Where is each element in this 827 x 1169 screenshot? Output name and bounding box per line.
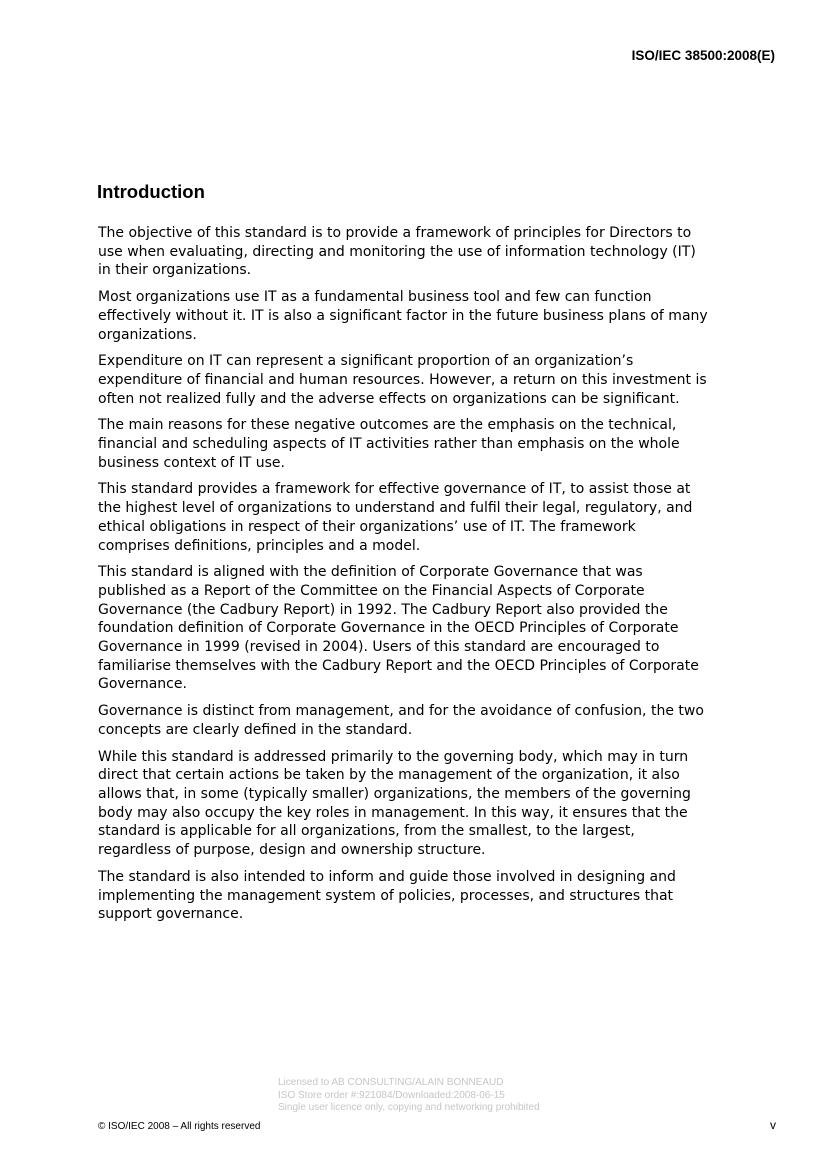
paragraph-business-tool: Most organizations use IT as a fundamental business tool and few can function effectively without it. IT is also a significant factor in the future business plans of many organizations. [98, 289, 708, 343]
paragraph-corporate-governance: This standard is aligned with the definition of Corporate Governance that was published as a Report of the Committee on the Financial Aspects of Corporate Governance (the Cadbury Report) in 1992. The Cadbury Report also provided the foundation definition of Corporate Governance in the OECD Principles of Corporate Governance in 1999 (revised in 2004). Users of this standard are encouraged to familiarise themselves with the Cadbury Report and the OECD Principles of Corporate Governance. [98, 564, 699, 693]
paragraph-framework: This standard provides a framework for effective governance of IT, to assist those at the highest level of organizations to understand and fulfil their legal, regulatory, and ethical obligations in respect of their organizations’ use of IT. The framework comprises definitions, principles and a model. [98, 481, 693, 554]
watermark-licence-terms: Single user licence only, copying and networking prohibited [278, 1102, 540, 1113]
paragraph-expenditure: Expenditure on IT can represent a significant proportion of an organization’s expenditure of financial and human resources. However, a return on this investment is often not realized fully and the adverse effects on organizations can be significant. [98, 353, 707, 407]
page-number: v [770, 1118, 776, 1132]
paragraph-negative-outcomes: The main reasons for these negative outcomes are the emphasis on the technical, financial and scheduling aspects of IT activities rather than emphasis on the whole business context of IT use. [98, 417, 680, 471]
watermark-licensee: Licensed to AB CONSULTING/ALAIN BONNEAUD [278, 1077, 504, 1088]
paragraph-objective: The objective of this standard is to provide a framework of principles for Directors to use when evaluating, directing and monitoring the use of information technology (IT) in their organizations. [98, 225, 696, 279]
introduction-body [98, 224, 708, 932]
section-title: Introduction [97, 181, 205, 202]
paragraph-governance-vs-management: Governance is distinct from management, and for the avoidance of confusion, the two concepts are clearly defined in the standard. [98, 703, 704, 738]
watermark-order: ISO Store order #:921084/Downloaded:2008-06-15 [278, 1089, 505, 1101]
paragraph-management-system: The standard is also intended to inform and guide those involved in designing and implementing the management system of policies, processes, and structures that support governance. [98, 868, 676, 923]
licence-watermark [278, 1077, 540, 1115]
document-code-header: ISO/IEC 38500:2008(E) [631, 48, 775, 63]
footer-copyright: © ISO/IEC 2008 – All rights reserved [98, 1121, 261, 1132]
paragraph-governing-body: While this standard is addressed primarily to the governing body, which may in turn direct that certain actions be taken by the management of the organization, it also allows that, in some (typically smaller) organizations, the members of the governing body may also occupy the key roles in management. In this way, it ensures that the standard is applicable for all organizations, from the smallest, to the largest, regardless of purpose, design and ownership structure. [98, 748, 691, 859]
